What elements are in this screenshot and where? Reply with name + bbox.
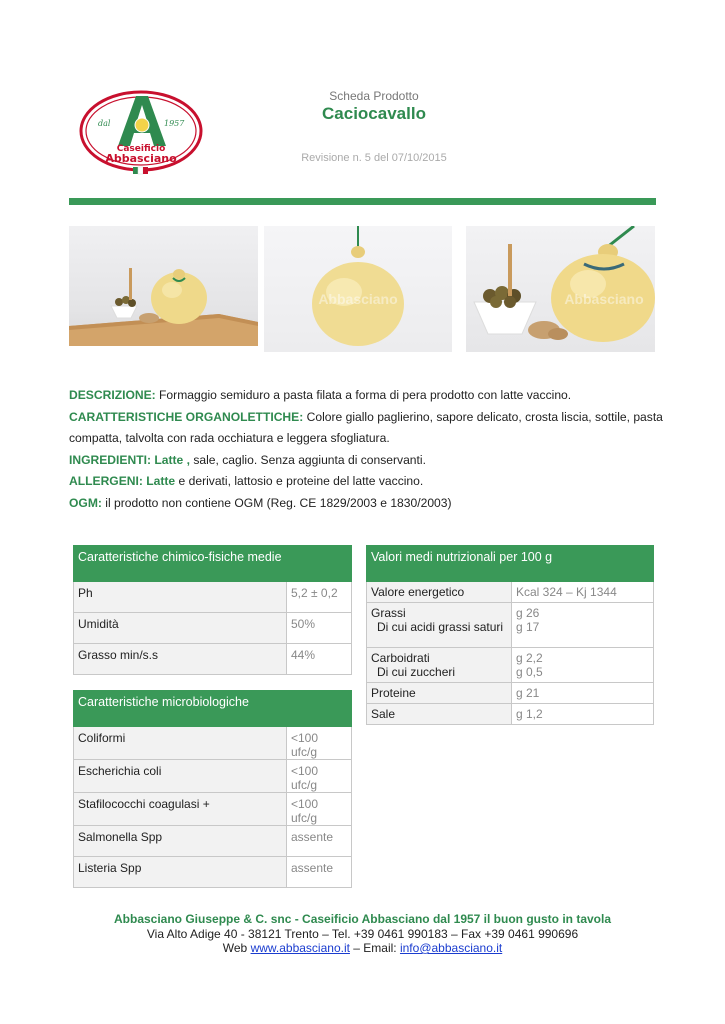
logo-year: 1957 <box>164 119 185 128</box>
row-value: 50% <box>287 613 352 644</box>
logo-brand-line2: Abbasciano <box>105 152 177 165</box>
table-row <box>367 582 654 603</box>
row-subvalue: g 17 <box>516 620 540 634</box>
product-photo-2 <box>264 226 452 352</box>
ingredienti-text: sale, caglio. Senza aggiunta di conservanti. <box>189 452 426 467</box>
allergeni-bold: Latte <box>142 474 176 488</box>
row-label: Sale <box>367 704 512 725</box>
ogm-line <box>69 493 669 515</box>
chem-table-title: Caratteristiche chimico-fisiche medie <box>74 546 352 582</box>
row-value-group <box>512 648 654 683</box>
row-value: g 21 <box>512 683 654 704</box>
row-label: Umidità <box>74 613 287 644</box>
row-subvalue: g 0,5 <box>516 665 543 679</box>
photo-watermark: Abbasciano <box>564 291 644 307</box>
row-value: 5,2 ± 0,2 <box>287 582 352 613</box>
row-label-group <box>367 603 512 648</box>
product-description <box>69 385 669 514</box>
descrizione-line <box>69 385 669 407</box>
row-label: Escherichia coli <box>74 760 287 793</box>
table-row <box>367 683 654 704</box>
caratteristiche-line <box>69 407 669 450</box>
allergeni-label: ALLERGENI: <box>69 474 143 488</box>
ingredienti-bold: Latte , <box>150 452 190 467</box>
ingredienti-line <box>69 450 669 472</box>
table-row <box>74 727 352 760</box>
ogm-label: OGM: <box>69 495 102 510</box>
row-label: Valore energetico <box>367 582 512 603</box>
table-row <box>74 826 352 857</box>
row-value: Kcal 324 – Kj 1344 <box>512 582 654 603</box>
row-value: <100 ufc/g <box>287 760 352 793</box>
table-row <box>74 793 352 826</box>
row-value: <100 ufc/g <box>287 793 352 826</box>
page-footer <box>69 912 656 956</box>
row-value-group <box>512 603 654 648</box>
ingredienti-label: INGREDIENTI: <box>69 452 151 467</box>
descrizione-text: Formaggio semiduro a pasta filata a forma di pera prodotto con latte vaccino. <box>155 388 572 402</box>
row-label: Ph <box>74 582 287 613</box>
revision-info: Revisione n. 5 del 07/10/2015 <box>301 152 447 164</box>
row-label: Coliformi <box>74 727 287 760</box>
table-row <box>74 644 352 675</box>
row-label: Proteine <box>367 683 512 704</box>
row-value: g 2,2 <box>516 651 543 665</box>
footer-web-prefix: Web <box>222 941 251 955</box>
micro-table-title: Caratteristiche microbiologiche <box>74 691 352 727</box>
allergeni-text: e derivati, lattosio e proteine del latte vaccino. <box>175 474 424 488</box>
table-row <box>74 760 352 793</box>
logo-dal: dal <box>98 119 111 128</box>
footer-address: Via Alto Adige 40 - 38121 Trento – Tel. +39 0461 990183 – Fax +39 0461 990696 <box>146 926 579 941</box>
footer-contacts <box>69 941 656 956</box>
photo-watermark: Abbasciano <box>318 291 398 307</box>
row-value: g 26 <box>516 606 540 620</box>
table-row <box>367 648 654 683</box>
caratteristiche-text: Colore giallo paglierino, sapore delicato, crosta liscia, sottile, pasta compatta, talvolta con rada occhiatura e leggera sfogliatura. <box>69 409 663 445</box>
product-photo-1 <box>69 226 258 346</box>
row-label-group <box>367 648 512 683</box>
descrizione-label: DESCRIZIONE: <box>69 388 156 402</box>
ogm-text: il prodotto non contiene OGM (Reg. CE 1829/2003 e 1830/2003) <box>101 495 452 510</box>
row-label: Salmonella Spp <box>74 826 287 857</box>
product-title: Caciocavallo <box>322 104 426 123</box>
header-divider <box>69 198 656 205</box>
row-value: <100 ufc/g <box>287 727 352 760</box>
table-row <box>367 704 654 725</box>
row-label: Stafilococchi coagulasi + <box>74 793 287 826</box>
company-logo <box>78 88 204 176</box>
row-value: 44% <box>287 644 352 675</box>
table-row <box>367 603 654 648</box>
nutrition-table-title: Valori medi nutrizionali per 100 g <box>367 546 654 582</box>
footer-email-prefix: – Email: <box>349 941 400 955</box>
row-value: assente <box>287 857 352 888</box>
microbiological-table <box>73 690 352 888</box>
table-row <box>74 857 352 888</box>
nutrition-table <box>366 545 654 725</box>
logo-brand-line1: Caseificio <box>116 144 166 154</box>
caratteristiche-label: CARATTERISTICHE ORGANOLETTICHE: <box>69 409 304 424</box>
chem-physical-table <box>73 545 352 675</box>
row-value: assente <box>287 826 352 857</box>
product-photo-3 <box>466 226 655 352</box>
email-link[interactable]: info@abbasciano.it <box>399 941 503 955</box>
footer-company: Abbasciano Giuseppe & C. snc - Caseificio Abbasciano dal 1957 il buon gusto in tavola <box>114 912 611 926</box>
row-label: Listeria Spp <box>74 857 287 888</box>
row-label: Grassi <box>371 606 406 620</box>
website-link[interactable]: www.abbasciano.it <box>250 941 350 955</box>
row-label: Grasso min/s.s <box>74 644 287 675</box>
table-row <box>74 613 352 644</box>
row-sublabel: Di cui zuccheri <box>377 665 456 679</box>
row-value: g 1,2 <box>512 704 654 725</box>
row-label: Carboidrati <box>371 651 430 665</box>
table-row <box>74 582 352 613</box>
row-sublabel: Di cui acidi grassi saturi <box>377 620 504 634</box>
allergeni-line <box>69 471 669 493</box>
document-kind: Scheda Prodotto <box>329 89 419 103</box>
